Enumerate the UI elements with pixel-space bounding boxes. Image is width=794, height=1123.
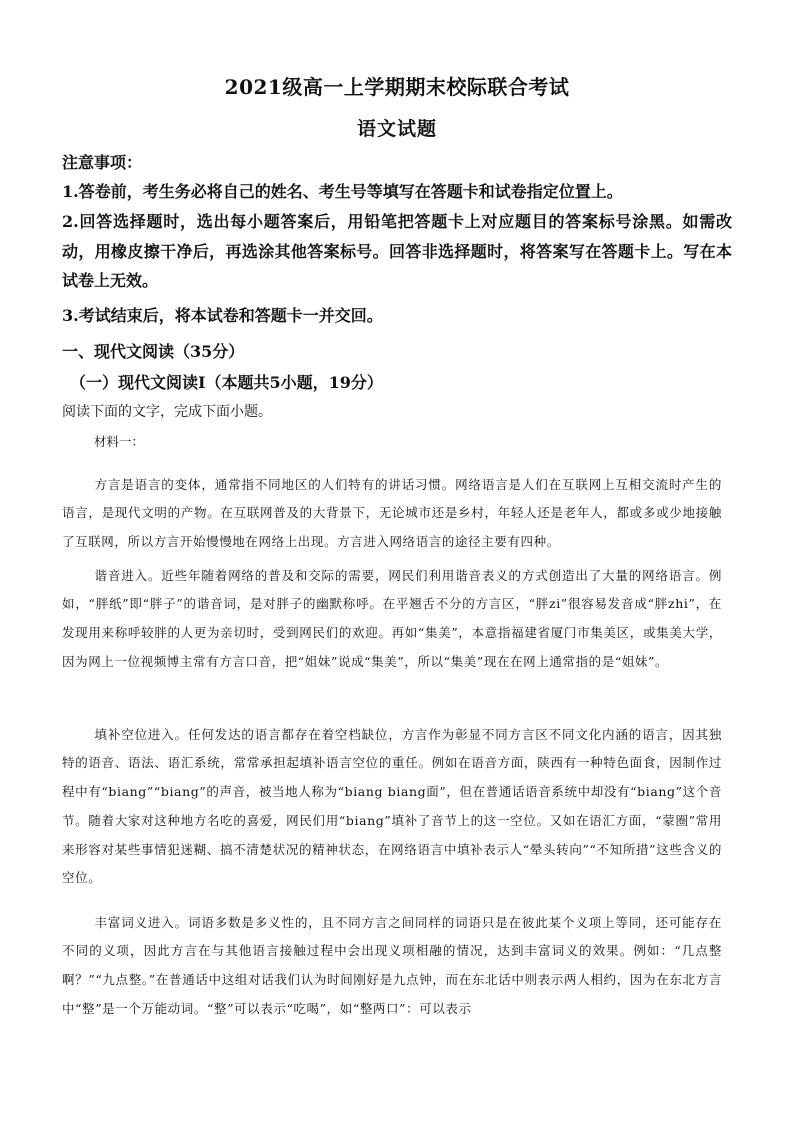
notice-item: 3.考试结束后，将本试卷和答题卡一并交回。 [62,306,383,325]
material-label: 材料一： [94,434,145,449]
section-heading: 一、现代文阅读（35分） [62,342,245,361]
material-paragraph: 方言是语言的变体，通常指不同地区的人们特有的讲话习惯。网络语言是人们在互联网上互相交流时产生的语言，是现代文明的产物。在互联网普及的大背景下，无论城市还是乡村，年轻人还是老年人，都或多或少地接触了互联网，所以方言开始慢慢地在网络上出现。方言进入网络语言的途径主要有四种。 [62,476,722,550]
subject-title: 语文试题 [356,118,437,140]
subsection-heading: （一）现代文阅读Ⅰ（本题共5小题，19分） [70,373,383,392]
reading-instruction: 阅读下面的文字，完成下面小题。 [62,404,272,420]
material-paragraph: 谐音进入。近些年随着网络的普及和交际的需要，网民们利用谐音表义的方式创造出了大量的网络语言。例如，“胖纸”即“胖子”的谐音词，是对胖子的幽默称呼。在平翘舌不分的方言区，“胖zi”很容易发音成“胖zhi”，在发现用来称呼较胖的人更为亲切时，受到网民们的欢迎。再如“集美”，本意指福建省厦门市集美区，或集美大学，因为网上一位视频博主常有方言口音，把“姐妹”说成“集美”，所以“集美”现在在网上通常指的是“姐妹”。 [62,567,722,669]
material-paragraph: 填补空位进入。任何发达的语言都存在着空档缺位，方言作为彰显不同方言区不同文化内涵的语言，因其独特的语音、语法、语汇系统，常常承担起填补语言空位的重任。例如在语音方面，陕西有一种特色面食，因制作过程中有“biang”“biang”的声音，被当地人称为“biang biang面”，但在普通话语音系统中却没有“biang”这个音节。随着大家对这种地方名吃的喜爱，网民们用“biang”填补了音节上的这一空位。又如在语汇方面，“蒙圈”常用来形容对某些事情犯迷糊、搞不清楚状况的精神状态，在网络语言中填补表示人“晕头转向”“不知所措”这些含义的空位。 [62,726,722,886]
notice-item: 1.答卷前，考生务必将自己的姓名、考生号等填写在答题卡和试卷指定位置上。 [62,182,623,201]
notice-heading: 注意事项： [62,153,143,172]
material-paragraph: 丰富词义进入。词语多数是多义性的，且不同方言之间同样的词语只是在彼此某个义项上等同，还可能存在不同的义项，因此方言在与其他语言接触过程中会出现义项相融的情况，达到丰富词义的效果。例如：“几点整啊？”“九点整。”在普通话中这组对话我们认为时间刚好是九点钟，而在东北话中则表示两人相约，因为在东北方言中“整”是一个万能动词。“整”可以表示“吃喝”，如“整两口”：可以表示 [62,914,722,1016]
notice-item: 2.回答选择题时，选出每小题答案后，用铅笔把答题卡上对应题目的答案标号涂黑。如需改动，用橡皮擦干净后，再选涂其他答案标号。回答非选择题时，将答案写在答题卡上。写在本试卷上无效。 [62,212,732,290]
exam-title: 2021级高一上学期期末校际联合考试 [224,75,570,99]
